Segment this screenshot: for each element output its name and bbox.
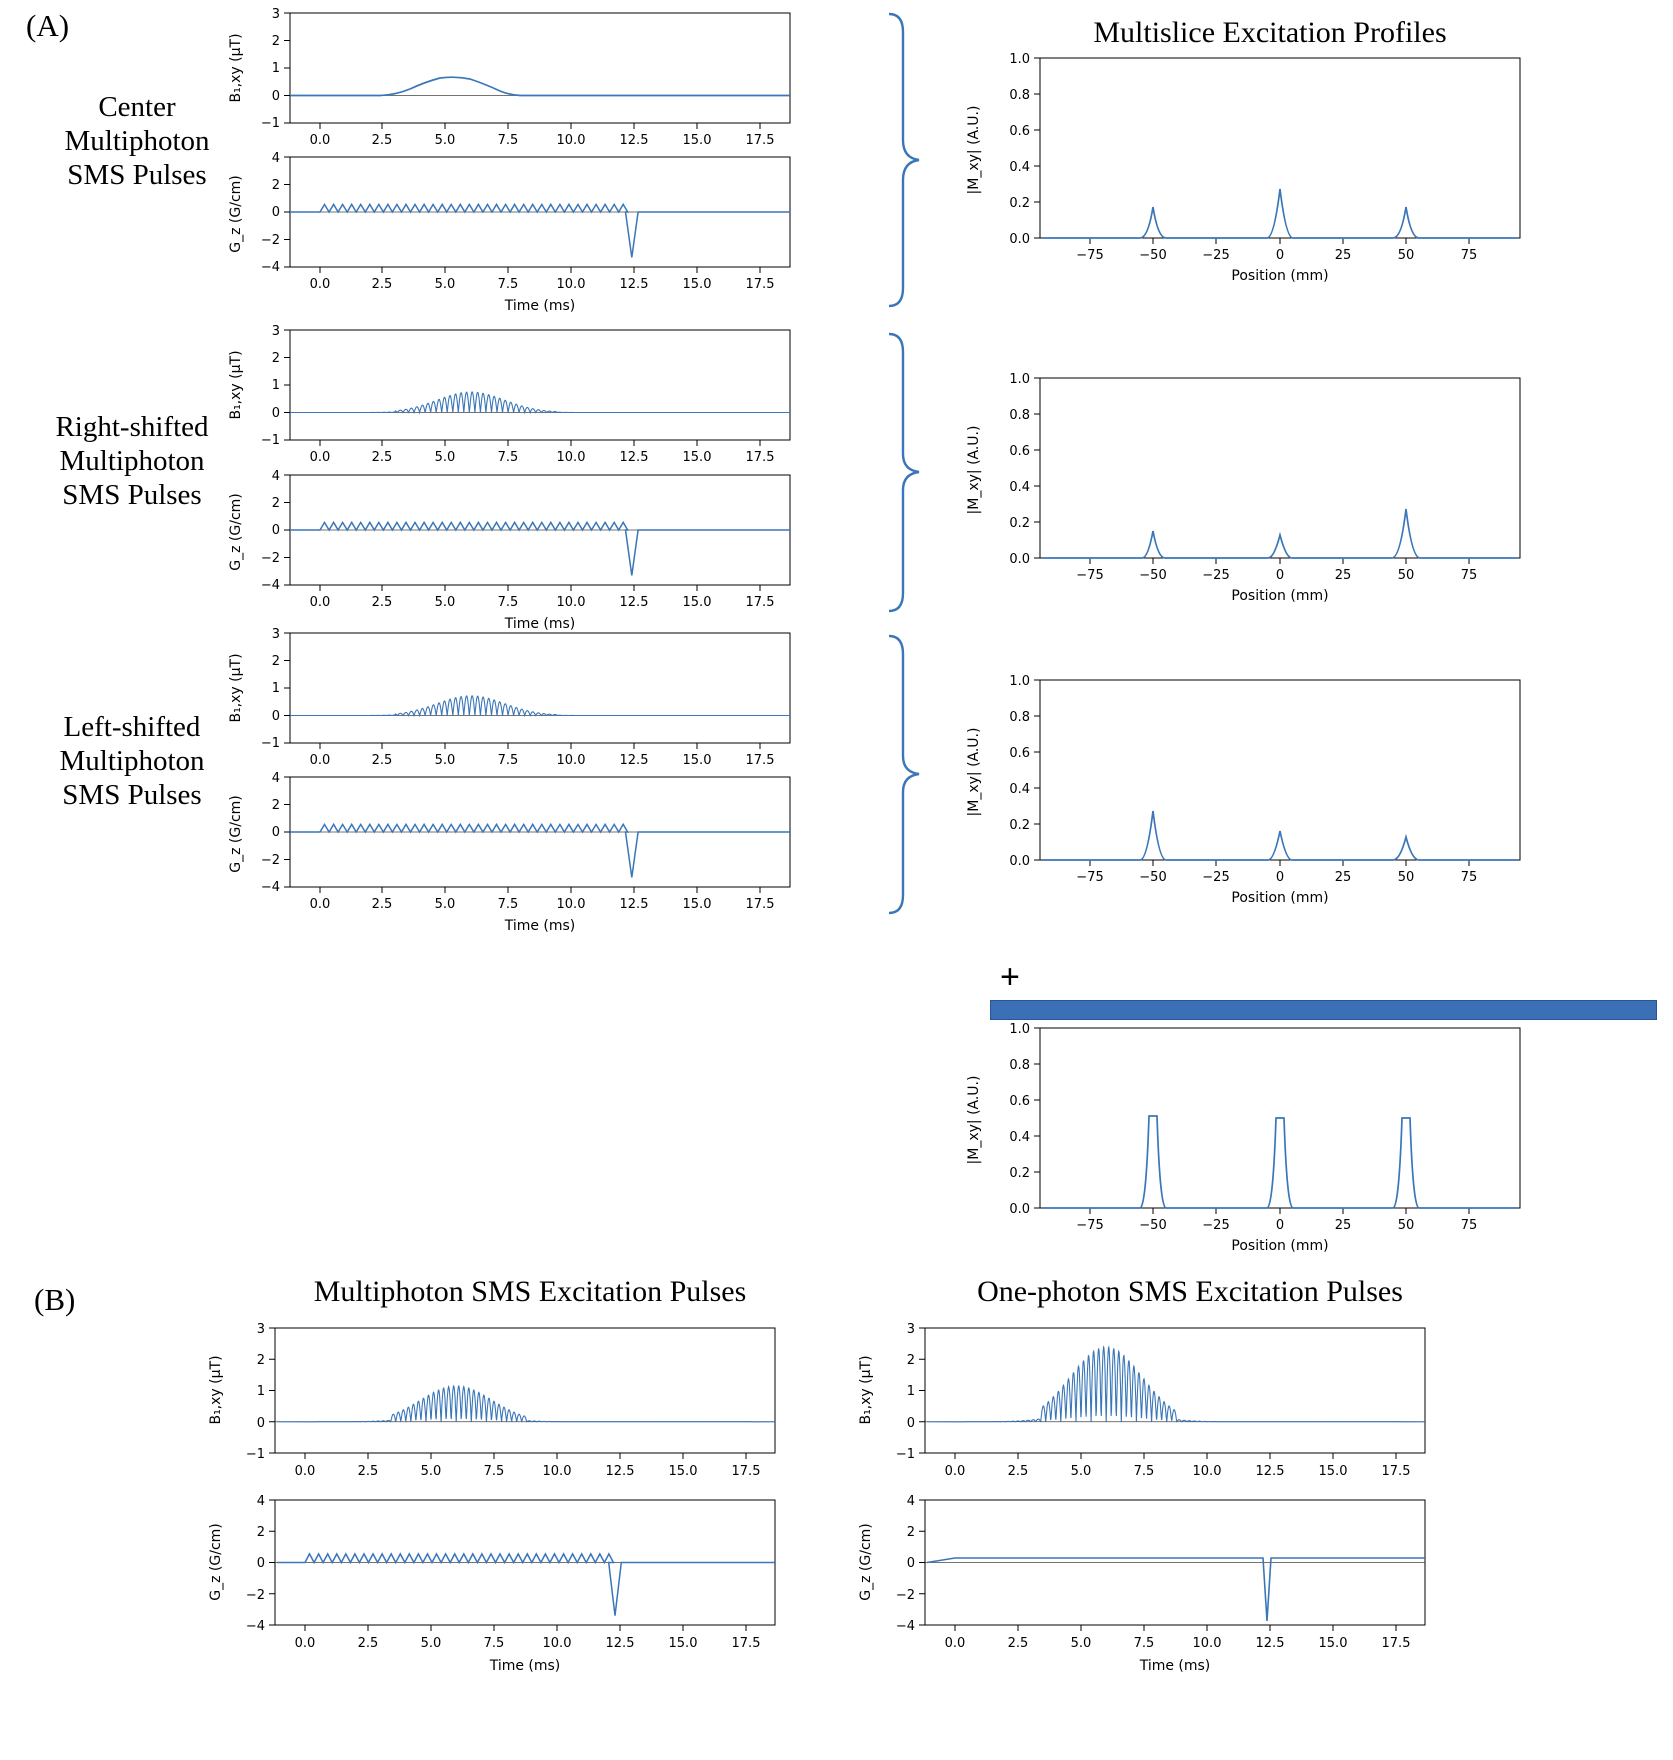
svg-text:−2: −2 [260, 551, 280, 566]
svg-text:2: 2 [271, 178, 280, 193]
svg-text:15.0: 15.0 [682, 133, 712, 148]
svg-text:12.5: 12.5 [619, 450, 649, 465]
svg-text:0: 0 [271, 825, 280, 840]
svg-text:1: 1 [256, 1384, 265, 1399]
svg-text:−1: −1 [260, 736, 280, 751]
svg-text:−75: −75 [1076, 248, 1104, 263]
svg-text:0.6: 0.6 [1009, 444, 1030, 459]
svg-text:7.5: 7.5 [497, 450, 519, 465]
svg-text:Time (ms): Time (ms) [504, 918, 576, 934]
svg-text:Position (mm): Position (mm) [1231, 1238, 1329, 1254]
svg-text:7.5: 7.5 [497, 595, 519, 610]
row-label-right-shifted: Right-shifted Multiphoton SMS Pulses [55, 411, 209, 511]
svg-text:0.4: 0.4 [1009, 480, 1030, 495]
svg-text:2: 2 [271, 496, 280, 511]
svg-text:−1: −1 [260, 116, 280, 131]
svg-text:5.0: 5.0 [434, 753, 456, 768]
svg-text:0.6: 0.6 [1009, 124, 1030, 139]
svg-text:25: 25 [1334, 870, 1352, 885]
chart-a-row1-gz [210, 152, 810, 317]
svg-text:4: 4 [271, 772, 280, 786]
svg-text:5.0: 5.0 [1070, 1464, 1092, 1479]
multiphoton-pulses-title: Multiphoton SMS Excitation Pulses [313, 1275, 747, 1308]
svg-text:0.0: 0.0 [309, 133, 331, 148]
svg-text:−4: −4 [260, 880, 280, 895]
svg-text:0.0: 0.0 [294, 1464, 316, 1479]
svg-text:15.0: 15.0 [682, 595, 712, 610]
svg-text:0.0: 0.0 [309, 897, 331, 912]
svg-text:0: 0 [906, 1416, 915, 1431]
svg-text:−50: −50 [1139, 568, 1167, 583]
svg-text:0: 0 [271, 406, 280, 421]
svg-text:4: 4 [271, 470, 280, 484]
chart-a-row1-b1 [210, 8, 810, 158]
svg-text:−2: −2 [260, 853, 280, 868]
svg-text:75: 75 [1460, 248, 1478, 263]
svg-text:0.4: 0.4 [1009, 782, 1030, 797]
svg-text:15.0: 15.0 [682, 897, 712, 912]
svg-text:3: 3 [906, 1322, 915, 1337]
svg-text:5.0: 5.0 [434, 450, 456, 465]
svg-text:5.0: 5.0 [434, 277, 456, 292]
svg-text:12.5: 12.5 [619, 277, 649, 292]
svg-text:10.0: 10.0 [556, 595, 586, 610]
svg-text:0.0: 0.0 [309, 595, 331, 610]
svg-text:17.5: 17.5 [745, 753, 775, 768]
chart-a-row2-profile [930, 370, 1550, 605]
svg-text:−75: −75 [1076, 568, 1104, 583]
svg-text:−50: −50 [1139, 870, 1167, 885]
svg-text:B₁,xy (µT): B₁,xy (µT) [228, 350, 244, 420]
svg-text:0.0: 0.0 [944, 1464, 966, 1479]
chart-a-row3-b1 [210, 628, 810, 778]
svg-text:Time (ms): Time (ms) [489, 1658, 561, 1674]
svg-text:3: 3 [271, 325, 280, 339]
svg-text:75: 75 [1460, 870, 1478, 885]
svg-text:−75: −75 [1076, 870, 1104, 885]
row-label-left-shifted: Left-shifted Multiphoton SMS Pulses [59, 711, 205, 811]
svg-text:−2: −2 [245, 1588, 265, 1603]
svg-text:0.0: 0.0 [294, 1636, 316, 1651]
svg-text:0: 0 [1275, 1218, 1285, 1233]
svg-text:2.5: 2.5 [371, 450, 393, 465]
svg-text:B₁,xy (µT): B₁,xy (µT) [858, 1355, 874, 1425]
chart-a-row2-b1 [210, 325, 810, 475]
svg-text:4: 4 [256, 1494, 265, 1509]
svg-text:0.8: 0.8 [1009, 88, 1030, 103]
svg-text:−4: −4 [895, 1619, 915, 1634]
svg-text:2.5: 2.5 [357, 1636, 379, 1651]
svg-text:Position (mm): Position (mm) [1231, 890, 1329, 906]
svg-text:Position (mm): Position (mm) [1231, 588, 1329, 604]
svg-text:2.5: 2.5 [371, 595, 393, 610]
svg-text:1: 1 [271, 378, 280, 393]
brace-row1 [885, 10, 925, 315]
svg-text:2.5: 2.5 [1007, 1636, 1029, 1651]
svg-text:G_z (G/cm): G_z (G/cm) [858, 1523, 874, 1601]
svg-text:1: 1 [271, 61, 280, 76]
svg-text:0.0: 0.0 [309, 450, 331, 465]
svg-text:|M_xy| (A.U.): |M_xy| (A.U.) [966, 727, 982, 817]
svg-text:0.4: 0.4 [1009, 1130, 1030, 1145]
svg-text:−50: −50 [1139, 248, 1167, 263]
svg-text:7.5: 7.5 [1133, 1636, 1155, 1651]
svg-text:7.5: 7.5 [483, 1636, 505, 1651]
svg-text:5.0: 5.0 [420, 1636, 442, 1651]
svg-text:0.0: 0.0 [309, 277, 331, 292]
svg-text:5.0: 5.0 [434, 133, 456, 148]
svg-text:−50: −50 [1139, 1218, 1167, 1233]
svg-text:0.2: 0.2 [1009, 818, 1030, 833]
svg-text:10.0: 10.0 [556, 753, 586, 768]
svg-text:4: 4 [906, 1494, 915, 1509]
svg-text:0.8: 0.8 [1009, 710, 1030, 725]
svg-text:17.5: 17.5 [745, 897, 775, 912]
svg-text:10.0: 10.0 [556, 133, 586, 148]
svg-text:25: 25 [1334, 248, 1352, 263]
svg-text:B₁,xy (µT): B₁,xy (µT) [208, 1355, 224, 1425]
svg-text:17.5: 17.5 [745, 450, 775, 465]
svg-text:−4: −4 [260, 578, 280, 593]
panel-b-letter: (B) [34, 1282, 76, 1317]
svg-text:0.2: 0.2 [1009, 516, 1030, 531]
svg-text:Time (ms): Time (ms) [504, 616, 576, 632]
svg-text:10.0: 10.0 [542, 1636, 572, 1651]
svg-text:2.5: 2.5 [1007, 1464, 1029, 1479]
onephoton-pulses-title: One-photon SMS Excitation Pulses [977, 1275, 1403, 1308]
svg-text:0: 0 [906, 1556, 915, 1571]
svg-text:50: 50 [1397, 568, 1415, 583]
svg-text:15.0: 15.0 [668, 1464, 698, 1479]
chart-b-right-gz [830, 1492, 1470, 1677]
svg-text:1.0: 1.0 [1009, 674, 1030, 689]
svg-text:75: 75 [1460, 568, 1478, 583]
svg-text:15.0: 15.0 [682, 450, 712, 465]
svg-text:7.5: 7.5 [497, 277, 519, 292]
chart-a-sum-profile [930, 1020, 1550, 1255]
svg-text:2.5: 2.5 [371, 133, 393, 148]
svg-text:2: 2 [906, 1525, 915, 1540]
svg-text:10.0: 10.0 [1192, 1636, 1222, 1651]
svg-text:0.2: 0.2 [1009, 1166, 1030, 1181]
chart-a-row3-profile [930, 672, 1550, 907]
svg-text:12.5: 12.5 [1255, 1464, 1285, 1479]
svg-text:50: 50 [1397, 248, 1415, 263]
svg-text:2.5: 2.5 [371, 753, 393, 768]
svg-text:2.5: 2.5 [357, 1464, 379, 1479]
chart-a-row2-gz [210, 470, 810, 635]
svg-text:2: 2 [271, 34, 280, 49]
svg-text:17.5: 17.5 [1381, 1636, 1411, 1651]
brace-row3 [885, 632, 925, 922]
svg-text:0: 0 [1275, 870, 1285, 885]
svg-text:17.5: 17.5 [745, 595, 775, 610]
svg-text:2: 2 [271, 351, 280, 366]
svg-text:75: 75 [1460, 1218, 1478, 1233]
svg-text:Time (ms): Time (ms) [1139, 1658, 1211, 1674]
multislice-title: Multislice Excitation Profiles [1093, 16, 1447, 49]
svg-text:17.5: 17.5 [1381, 1464, 1411, 1479]
svg-text:5.0: 5.0 [1070, 1636, 1092, 1651]
svg-text:2.5: 2.5 [371, 277, 393, 292]
svg-text:|M_xy| (A.U.): |M_xy| (A.U.) [966, 425, 982, 515]
svg-text:0.0: 0.0 [1009, 552, 1030, 567]
svg-text:25: 25 [1334, 568, 1352, 583]
svg-text:−1: −1 [245, 1447, 265, 1462]
svg-text:2: 2 [271, 654, 280, 669]
svg-text:15.0: 15.0 [682, 277, 712, 292]
chart-a-row1-profile [930, 50, 1550, 285]
svg-text:10.0: 10.0 [556, 450, 586, 465]
svg-text:−4: −4 [245, 1619, 265, 1634]
svg-text:17.5: 17.5 [745, 277, 775, 292]
svg-text:10.0: 10.0 [1192, 1464, 1222, 1479]
svg-text:1.0: 1.0 [1009, 372, 1030, 387]
svg-text:1.0: 1.0 [1009, 52, 1030, 67]
svg-text:0: 0 [271, 89, 280, 104]
svg-text:3: 3 [256, 1322, 265, 1337]
svg-text:−25: −25 [1202, 1218, 1230, 1233]
svg-text:1: 1 [271, 681, 280, 696]
svg-text:7.5: 7.5 [497, 897, 519, 912]
svg-text:15.0: 15.0 [668, 1636, 698, 1651]
plus-sign: + [1000, 958, 1020, 996]
svg-text:3: 3 [271, 628, 280, 642]
chart-b-left-b1 [180, 1320, 820, 1490]
svg-text:G_z (G/cm): G_z (G/cm) [228, 175, 244, 253]
svg-text:5.0: 5.0 [434, 595, 456, 610]
svg-text:−1: −1 [260, 433, 280, 448]
svg-text:2: 2 [906, 1353, 915, 1368]
summation-bar [990, 1000, 1657, 1020]
svg-text:0.0: 0.0 [944, 1636, 966, 1651]
svg-text:3: 3 [271, 8, 280, 22]
svg-text:G_z (G/cm): G_z (G/cm) [208, 1523, 224, 1601]
chart-b-left-gz [180, 1492, 820, 1677]
svg-text:7.5: 7.5 [497, 753, 519, 768]
svg-text:50: 50 [1397, 1218, 1415, 1233]
svg-text:1: 1 [906, 1384, 915, 1399]
panel-a-letter: (A) [26, 8, 70, 43]
svg-text:0.6: 0.6 [1009, 746, 1030, 761]
svg-text:0.0: 0.0 [1009, 854, 1030, 869]
svg-text:2: 2 [256, 1353, 265, 1368]
svg-text:0.0: 0.0 [1009, 232, 1030, 247]
svg-text:25: 25 [1334, 1218, 1352, 1233]
svg-text:|M_xy| (A.U.): |M_xy| (A.U.) [966, 1075, 982, 1165]
svg-text:−2: −2 [260, 233, 280, 248]
svg-text:12.5: 12.5 [605, 1636, 635, 1651]
svg-text:B₁,xy (µT): B₁,xy (µT) [228, 653, 244, 723]
svg-text:0: 0 [1275, 568, 1285, 583]
svg-text:17.5: 17.5 [731, 1636, 761, 1651]
svg-text:7.5: 7.5 [483, 1464, 505, 1479]
svg-text:−25: −25 [1202, 870, 1230, 885]
svg-text:7.5: 7.5 [497, 133, 519, 148]
svg-text:0.8: 0.8 [1009, 1058, 1030, 1073]
svg-text:0: 0 [271, 709, 280, 724]
svg-text:0.0: 0.0 [309, 753, 331, 768]
svg-text:17.5: 17.5 [731, 1464, 761, 1479]
svg-text:10.0: 10.0 [542, 1464, 572, 1479]
svg-text:G_z (G/cm): G_z (G/cm) [228, 493, 244, 571]
svg-text:12.5: 12.5 [619, 753, 649, 768]
svg-text:15.0: 15.0 [1318, 1636, 1348, 1651]
svg-text:0.0: 0.0 [1009, 1202, 1030, 1217]
svg-text:7.5: 7.5 [1133, 1464, 1155, 1479]
svg-text:1.0: 1.0 [1009, 1022, 1030, 1037]
svg-text:12.5: 12.5 [1255, 1636, 1285, 1651]
svg-text:12.5: 12.5 [619, 133, 649, 148]
svg-text:5.0: 5.0 [420, 1464, 442, 1479]
svg-text:10.0: 10.0 [556, 277, 586, 292]
svg-text:−1: −1 [895, 1447, 915, 1462]
svg-text:B₁,xy (µT): B₁,xy (µT) [228, 33, 244, 103]
svg-text:0.6: 0.6 [1009, 1094, 1030, 1109]
svg-text:−25: −25 [1202, 248, 1230, 263]
svg-text:−2: −2 [895, 1588, 915, 1603]
svg-text:0: 0 [271, 523, 280, 538]
chart-a-row3-gz [210, 772, 810, 937]
svg-text:12.5: 12.5 [619, 595, 649, 610]
svg-text:Time (ms): Time (ms) [504, 298, 576, 314]
svg-text:17.5: 17.5 [745, 133, 775, 148]
svg-text:4: 4 [271, 152, 280, 166]
svg-text:Position (mm): Position (mm) [1231, 268, 1329, 284]
svg-text:0.4: 0.4 [1009, 160, 1030, 175]
svg-text:0: 0 [256, 1556, 265, 1571]
svg-text:|M_xy| (A.U.): |M_xy| (A.U.) [966, 105, 982, 195]
svg-text:15.0: 15.0 [1318, 1464, 1348, 1479]
svg-text:−25: −25 [1202, 568, 1230, 583]
svg-text:2: 2 [271, 798, 280, 813]
svg-text:50: 50 [1397, 870, 1415, 885]
svg-text:G_z (G/cm): G_z (G/cm) [228, 795, 244, 873]
svg-text:10.0: 10.0 [556, 897, 586, 912]
svg-text:0.2: 0.2 [1009, 196, 1030, 211]
svg-text:12.5: 12.5 [619, 897, 649, 912]
svg-text:5.0: 5.0 [434, 897, 456, 912]
svg-text:0.8: 0.8 [1009, 408, 1030, 423]
svg-text:0: 0 [1275, 248, 1285, 263]
brace-row2 [885, 330, 925, 620]
svg-text:0: 0 [256, 1416, 265, 1431]
svg-text:2: 2 [256, 1525, 265, 1540]
svg-text:12.5: 12.5 [605, 1464, 635, 1479]
svg-text:−4: −4 [260, 260, 280, 275]
svg-text:15.0: 15.0 [682, 753, 712, 768]
svg-text:2.5: 2.5 [371, 897, 393, 912]
row-label-center: Center Multiphoton SMS Pulses [64, 91, 210, 191]
svg-text:−75: −75 [1076, 1218, 1104, 1233]
chart-b-right-b1 [830, 1320, 1470, 1490]
svg-text:0: 0 [271, 205, 280, 220]
